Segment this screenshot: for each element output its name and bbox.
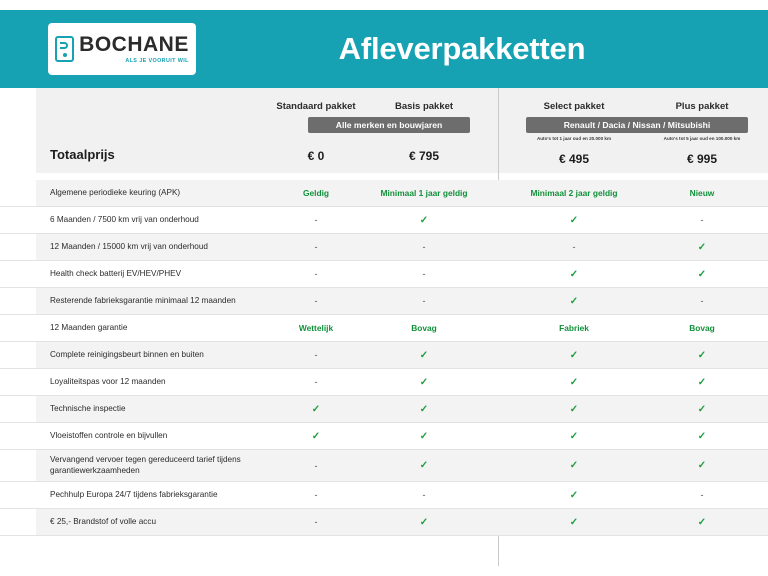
- total-price-label: Totaalprijs: [50, 147, 115, 162]
- row-cell: [652, 188, 752, 198]
- price-select: € 495: [558, 152, 590, 166]
- row-label: Complete reinigingsbeurt binnen en buiten: [50, 349, 204, 359]
- row-left-margin: [0, 261, 36, 287]
- check-icon: ✓: [419, 430, 429, 442]
- dash-mark: -: [314, 350, 318, 360]
- row-cell: [524, 323, 624, 333]
- row-cell: [268, 323, 364, 333]
- table-row: [0, 369, 768, 396]
- row-cell: [652, 431, 752, 442]
- row-cell: [268, 350, 364, 360]
- row-label: Vloeistoffen controle en bijvullen: [50, 430, 168, 440]
- check-icon: ✓: [697, 516, 707, 528]
- check-icon: ✓: [311, 430, 321, 442]
- price-plus: € 995: [686, 152, 718, 166]
- check-icon: ✓: [419, 516, 429, 528]
- check-icon: ✓: [569, 516, 579, 528]
- column-head-standaard: Standaard pakket: [276, 101, 356, 112]
- cell-text: Nieuw: [689, 188, 715, 198]
- cell-text: Fabriek: [559, 323, 589, 333]
- check-icon: ✓: [419, 460, 429, 471]
- group-pill-left: Alle merken en bouwjaren: [308, 117, 470, 133]
- table-row: [0, 509, 768, 536]
- check-icon: ✓: [569, 349, 579, 361]
- row-cell: [524, 460, 624, 471]
- row-cell: [268, 490, 364, 500]
- row-label: € 25,- Brandstof of volle accu: [50, 516, 157, 526]
- table-row: [0, 261, 768, 288]
- row-cell: [524, 215, 624, 226]
- cell-text: Geldig: [302, 188, 330, 198]
- check-icon: ✓: [311, 403, 321, 415]
- table-row: [0, 288, 768, 315]
- row-cell: [376, 460, 472, 471]
- dash-mark: -: [314, 215, 318, 225]
- column-head-basis: Basis pakket: [394, 101, 454, 112]
- row-cell: [376, 188, 472, 198]
- row-left-margin: [0, 482, 36, 508]
- row-cell: [652, 517, 752, 528]
- footer-strip: [0, 566, 768, 576]
- row-cell: [524, 377, 624, 388]
- row-cell: [652, 460, 752, 471]
- column-head-plus: Plus pakket: [675, 101, 729, 112]
- row-left-margin: [0, 315, 36, 341]
- cell-text: Minimaal 1 jaar geldig: [380, 188, 468, 198]
- check-icon: ✓: [569, 403, 579, 415]
- dash-mark: -: [314, 296, 318, 306]
- row-label: Vervangend vervoer tegen gereduceerd tarief tijdens garantiewerkzaamheden: [50, 454, 241, 475]
- price-basis: € 795: [408, 149, 440, 163]
- row-cell: [524, 404, 624, 415]
- row-label: Algemene periodieke keuring (APK): [50, 187, 181, 197]
- row-cell: [376, 517, 472, 528]
- row-left-margin: [0, 234, 36, 260]
- table-row: [0, 396, 768, 423]
- table-row: [0, 234, 768, 261]
- column-head-select: Select pakket: [543, 101, 605, 112]
- row-cell: [524, 490, 624, 501]
- row-cell: [268, 215, 364, 225]
- row-cell: [524, 296, 624, 307]
- row-left-margin: [0, 396, 36, 422]
- table-row: [0, 180, 768, 207]
- row-cell: [652, 215, 752, 225]
- row-label: 12 Maanden / 15000 km vrij van onderhoud: [50, 241, 208, 251]
- row-left-margin: [0, 180, 36, 206]
- row-left-margin: [0, 509, 36, 535]
- dash-mark: -: [700, 296, 704, 306]
- row-cell: [652, 350, 752, 361]
- logo-name: BOCHANE: [79, 33, 189, 56]
- dash-mark: -: [314, 242, 318, 252]
- table-row: [0, 423, 768, 450]
- cell-text: Wettelijk: [298, 323, 334, 333]
- table-row: [0, 315, 768, 342]
- dash-mark: -: [422, 490, 426, 500]
- row-label: Pechhulp Europa 24/7 tijdens fabrieksgarantie: [50, 489, 218, 499]
- check-icon: ✓: [419, 349, 429, 361]
- check-icon: ✓: [569, 295, 579, 307]
- check-icon: ✓: [419, 376, 429, 388]
- check-icon: ✓: [697, 268, 707, 280]
- row-cell: [376, 404, 472, 415]
- subnote-plus: Auto's tot 5 jaar oud en 100.000 km: [663, 136, 741, 141]
- row-cell: [524, 269, 624, 280]
- dash-mark: -: [314, 517, 318, 527]
- check-icon: ✓: [697, 460, 707, 471]
- check-icon: ✓: [569, 376, 579, 388]
- row-label: 6 Maanden / 7500 km vrij van onderhoud: [50, 214, 199, 224]
- table-row: [0, 342, 768, 369]
- row-label: Health check batterij EV/HEV/PHEV: [50, 268, 182, 278]
- page-header: [0, 10, 768, 88]
- check-icon: ✓: [697, 403, 707, 415]
- row-cell: [652, 242, 752, 253]
- bochane-logo-icon: [55, 36, 74, 62]
- row-cell: [652, 296, 752, 306]
- row-cell: [524, 431, 624, 442]
- check-icon: ✓: [419, 214, 429, 226]
- dash-mark: -: [700, 490, 704, 500]
- row-cell: [268, 431, 364, 442]
- cell-text: Bovag: [689, 323, 715, 333]
- check-icon: ✓: [569, 268, 579, 280]
- page-title: Afleverpakketten: [338, 31, 586, 66]
- row-cell: [376, 215, 472, 226]
- row-cell: [268, 188, 364, 198]
- row-left-margin: [0, 369, 36, 395]
- check-icon: ✓: [569, 430, 579, 442]
- dash-mark: -: [314, 490, 318, 500]
- bochane-logo: [48, 23, 196, 75]
- row-cell: [376, 269, 472, 279]
- row-cell: [524, 188, 624, 198]
- row-left-margin: [0, 423, 36, 449]
- cell-text: Bovag: [411, 323, 437, 333]
- dash-mark: -: [314, 269, 318, 279]
- table-row: [0, 482, 768, 509]
- table-row: [0, 450, 768, 482]
- row-cell: [652, 377, 752, 388]
- check-icon: ✓: [569, 489, 579, 501]
- row-label: Technische inspectie: [50, 403, 126, 413]
- check-icon: ✓: [419, 403, 429, 415]
- dash-mark: -: [422, 242, 426, 252]
- feature-table: [0, 180, 768, 536]
- logo-text-block: [79, 34, 189, 64]
- dash-mark: -: [314, 377, 318, 387]
- row-cell: [268, 296, 364, 306]
- row-cell: [376, 431, 472, 442]
- row-left-margin: [0, 342, 36, 368]
- dash-mark: -: [700, 215, 704, 225]
- row-cell: [524, 350, 624, 361]
- check-icon: ✓: [697, 430, 707, 442]
- check-icon: ✓: [569, 214, 579, 226]
- row-cell: [268, 377, 364, 387]
- row-cell: [652, 404, 752, 415]
- row-cell: [268, 404, 364, 415]
- dash-mark: -: [422, 269, 426, 279]
- dash-mark: -: [422, 296, 426, 306]
- check-icon: ✓: [697, 376, 707, 388]
- row-cell: [268, 461, 364, 471]
- subnote-select: Auto's tot 1 jaar oud en 20.000 km: [536, 136, 612, 141]
- row-label: 12 Maanden garantie: [50, 322, 128, 332]
- row-cell: [524, 517, 624, 528]
- row-label: Loyaliteitspas voor 12 maanden: [50, 376, 166, 386]
- row-cell: [268, 242, 364, 252]
- row-cell: [376, 377, 472, 388]
- row-cell: [376, 350, 472, 361]
- row-cell: [376, 296, 472, 306]
- cell-text: Minimaal 2 jaar geldig: [530, 188, 618, 198]
- row-cell: [652, 323, 752, 333]
- row-cell: [652, 490, 752, 500]
- logo-tagline: ALS JE VOORUIT WIL: [125, 58, 189, 64]
- check-icon: ✓: [697, 241, 707, 253]
- row-cell: [268, 269, 364, 279]
- table-row: [0, 207, 768, 234]
- row-left-margin: [0, 207, 36, 233]
- dash-mark: -: [314, 460, 318, 471]
- row-cell: [376, 323, 472, 333]
- dash-mark: -: [572, 242, 576, 252]
- row-left-margin: [0, 288, 36, 314]
- row-left-margin: [0, 450, 36, 481]
- check-icon: ✓: [569, 460, 579, 471]
- row-cell: [524, 242, 624, 252]
- row-cell: [376, 490, 472, 500]
- row-label: Resterende fabrieksgarantie minimaal 12 maanden: [50, 295, 236, 305]
- group-pill-right: Renault / Dacia / Nissan / Mitsubishi: [526, 117, 748, 133]
- row-cell: [376, 242, 472, 252]
- row-cell: [652, 269, 752, 280]
- price-standaard: € 0: [307, 149, 325, 163]
- row-cell: [268, 517, 364, 527]
- check-icon: ✓: [697, 349, 707, 361]
